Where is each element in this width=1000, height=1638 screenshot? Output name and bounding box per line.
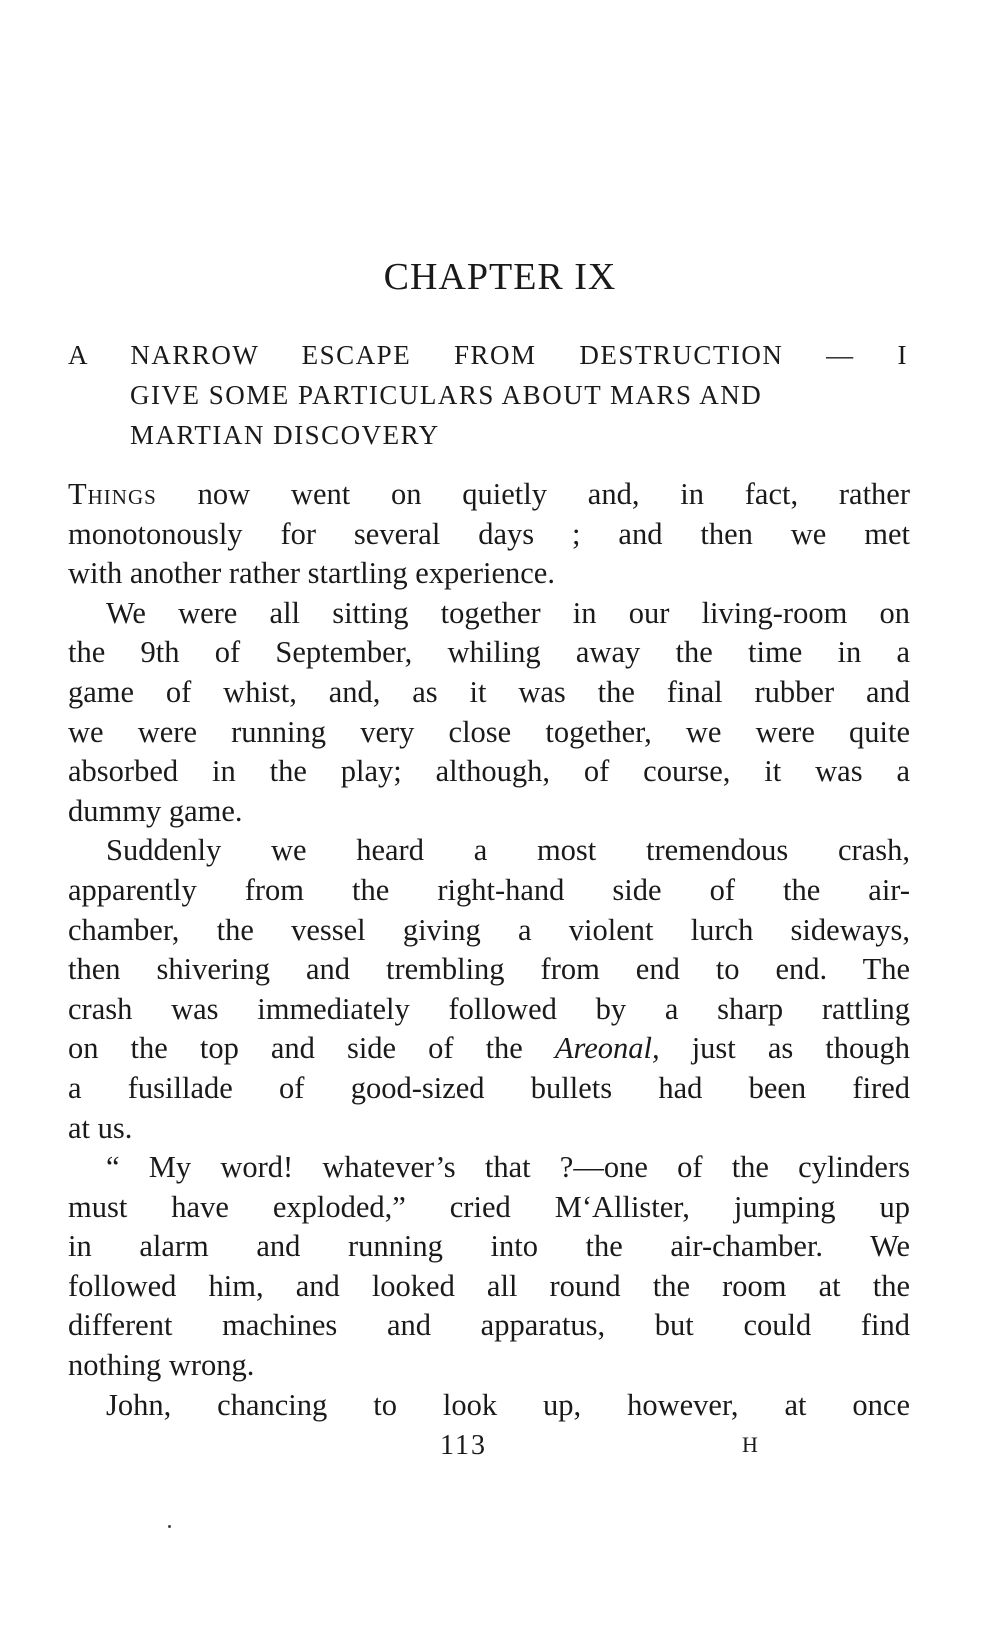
text-line: Suddenly we heard a most tremendous crash, — [106, 833, 910, 868]
signature-mark: H — [742, 1432, 758, 1457]
ink-speck — [168, 1525, 171, 1528]
text-line: a fusillade of good-sized bullets had been fired — [68, 1070, 910, 1105]
chapter-summary-line: GIVE SOME PARTICULARS ABOUT MARS AND — [130, 380, 763, 410]
text-line: We were all sitting together in our living-room on — [106, 595, 910, 630]
text-line: John, chancing to look up, however, at once — [106, 1387, 910, 1422]
text-line: chamber, the vessel giving a violent lurch sideways, — [68, 912, 910, 947]
text-line: dummy game. — [68, 793, 243, 828]
page-number: 113 — [440, 1430, 487, 1461]
text-line: must have exploded,” cried M‘Allister, jumping up — [68, 1189, 910, 1224]
text-line: the 9th of September, whiling away the time in a — [68, 635, 910, 670]
chapter-summary-line: MARTIAN DISCOVERY — [130, 420, 440, 450]
text-line: in alarm and running into the air-chamber. We — [68, 1229, 910, 1264]
text-line — [68, 1029, 910, 1069]
text-line: crash was immediately followed by a sharp rattling — [68, 991, 910, 1026]
text-line: game of whist, and, as it was the final rubber and — [68, 674, 910, 709]
chapter-summary — [68, 335, 908, 455]
text-line: apparently from the right-hand side of the air- — [68, 872, 910, 907]
text-span: on the top and side of the — [68, 1031, 555, 1066]
text-line: at us. — [68, 1110, 133, 1145]
text-line: with another rather startling experience. — [68, 556, 555, 591]
text-span: now went on quietly and, in fact, rather — [156, 477, 910, 511]
text-line: we were running very close together, we were quite — [68, 714, 910, 749]
chapter-title: CHAPTER IX — [383, 256, 617, 298]
text-line — [68, 475, 910, 515]
text-line: “ My word! whatever’s that ?—one of the cylinders — [106, 1150, 910, 1185]
text-line: absorbed in the play; although, of course, it was a — [68, 754, 910, 789]
text-line: then shivering and trembling from end to end. The — [68, 952, 910, 987]
text-line: different machines and apparatus, but could find — [68, 1308, 910, 1343]
text-line: monotonously for several days ; and then we met — [68, 516, 910, 551]
text-span: just as though — [659, 1031, 910, 1066]
text-line: nothing wrong. — [68, 1348, 255, 1383]
text-line: followed him, and looked all round the room at the — [68, 1268, 910, 1303]
ship-name: Areonal, — [554, 1031, 660, 1066]
chapter-summary-line: A NARROW ESCAPE FROM DESTRUCTION — I — [68, 340, 908, 370]
body-text — [68, 475, 910, 1425]
opening-word: Things — [68, 477, 157, 511]
